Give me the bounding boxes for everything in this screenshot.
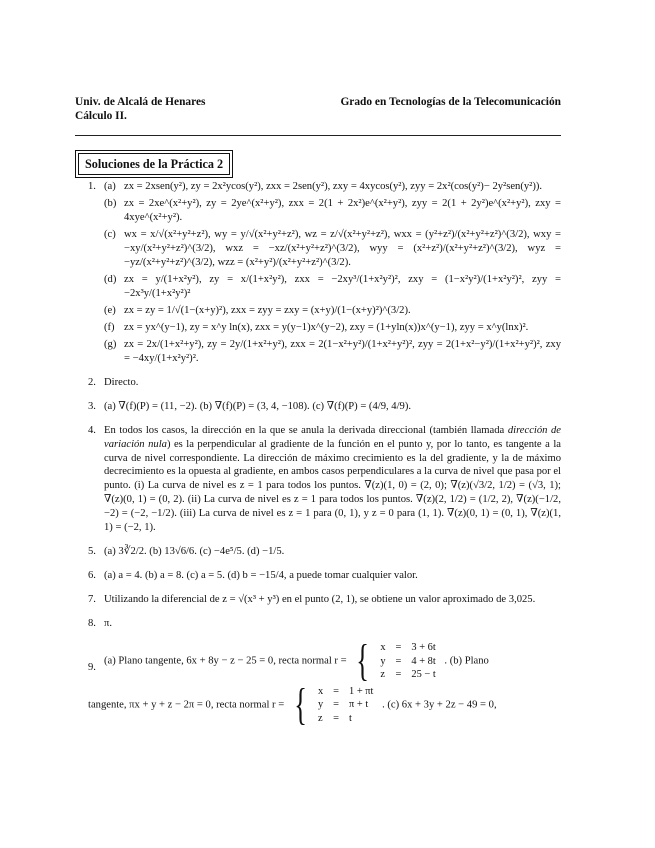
eq-var: y — [317, 699, 324, 711]
left-brace-icon: { — [294, 680, 307, 729]
eq-var: x — [380, 642, 386, 654]
solution-text: π. — [104, 618, 112, 630]
solution-text: (a) a = 4. (b) a = 8. (c) a = 5. (d) b = −15/4, a puede tomar cualquier valor. — [104, 570, 418, 582]
equation-row — [377, 668, 438, 682]
item-number: 1. — [88, 181, 96, 192]
equation-system — [315, 685, 376, 726]
eq-sign: = — [333, 685, 340, 697]
sub-label: (a) — [104, 181, 116, 192]
solution-text: . (b) Plano — [444, 655, 489, 667]
solution-text: zx = zy = 1/√(1−(x+y)²), zxx = zyy = zxy = (x+y)/(1−(x+y)²)^(3/2). — [124, 304, 411, 316]
solution-9 — [88, 636, 561, 729]
solution-text: zx = 2x/(1+x²+y²), zy = 2y/(1+x²+y²), zxx = 2(1−x²+y²)/(1+x²+y²)², zyy = 2(1+x²−y²)/(1+x²+y²)², zxy = −4xy/(1+x²y²)². — [124, 338, 561, 364]
solution-text: zx = 2xe^(x²+y²), zy = 2ye^(x²+y²), zxx = 2(1 + 2x²)e^(x²+y²), zyy = 2(1 + 2y²)e^(x²+y²), zxy = 4xye^(x²+y²). — [124, 197, 561, 223]
eq-rhs: π + t — [349, 699, 369, 711]
solution-text: Directo. — [104, 376, 139, 388]
item-number: 4. — [88, 424, 96, 436]
solution-1d — [104, 273, 561, 301]
eq-var: z — [380, 669, 385, 681]
sub-label: (c) — [104, 228, 116, 240]
solution-text: Utilizando la diferencial de z = √(x³ + y³) en el punto (2, 1), se obtiene un valor aproximado de 3,025. — [104, 594, 536, 606]
solution-7 — [88, 593, 561, 607]
eq-sign: = — [395, 655, 402, 667]
solution-3 — [88, 400, 561, 414]
solution-5 — [88, 545, 561, 559]
solution-1c — [104, 228, 561, 270]
item-number: 7. — [88, 594, 96, 606]
item-number: 9. — [88, 662, 96, 674]
solution-9-line-1 — [104, 636, 561, 686]
solution-1g — [104, 338, 561, 366]
solution-4 — [88, 424, 561, 536]
sub-label: (d) — [104, 273, 117, 285]
eq-rhs: 3 + 6t — [411, 642, 436, 654]
solution-text: zx = y/(1+x²y²), zy = x/(1+x²y²), zxx = −2xy³/(1+x²y²)², zxy = (1−x²y²)/(1+x²y²)², zyy = −2x³y/(1+x²y²)² — [124, 273, 561, 299]
eq-var: y — [380, 655, 386, 667]
equation-system — [377, 641, 438, 682]
solution-text: (a) 3∛2/2. (b) 13√6/6. (c) −4e⁵/5. (d) −1/5. — [104, 546, 285, 558]
normal-line-system-2 — [290, 680, 377, 729]
solution-1 — [88, 180, 561, 366]
solution-text: (a) ∇(f)(P) = (11, −2). (b) ∇(f)(P) = (3, 4, −108). (c) ∇(f)(P) = (4/9, 4/9). — [104, 400, 412, 412]
solution-1b — [104, 197, 561, 225]
emphasized-term: dirección de variación nula — [104, 424, 562, 450]
solution-2 — [88, 376, 561, 390]
solution-8 — [88, 617, 561, 631]
item-number: 6. — [88, 570, 96, 582]
eq-sign: = — [395, 669, 402, 681]
solution-1a — [104, 180, 561, 194]
course-name: Cálculo II. — [75, 110, 127, 123]
item-number: 3. — [88, 400, 96, 412]
solution-text: ) es la perpendicular al gradiente de la función en el punto y, por lo tanto, es tangente a la curva de nivel correspondiente. La dirección de máximo crecimiento es la del gradiente, y la de máximo decrecimiento es la opuesta al gradiente, en ambos casos perpendiculares a la curva de nivel que pasa por el punto. (i) La curva de nivel es z = 1 para todos los puntos. ∇(z)(1, 0) = (2, 0); ∇(z)(√3/2, 1/2) = (√3, 1); ∇(z)(0, 1) = (0, 2). (ii) La curva de nivel es z = 1 para todos los puntos. ∇(z)(2, 1/2) = (1/2, 2), ∇(z)(−1/2, −2) = (−2, −1/2). (iii) La curva de nivel es z = 1 para (0, 1), y z = 0 para (1, 1). ∇(z)(0, 1) = (0, 1), ∇(z)(1, 1) = (−2, 1). — [104, 438, 561, 534]
header-left — [75, 95, 205, 124]
eq-rhs: t — [349, 712, 352, 724]
item-number: 2. — [88, 376, 96, 388]
left-brace-icon: { — [356, 636, 370, 686]
eq-rhs: 25 − t — [411, 669, 436, 681]
sub-label: (e) — [104, 304, 116, 316]
equation-row — [315, 712, 376, 726]
university-name: Univ. de Alcalá de Henares — [75, 96, 206, 108]
solution-6 — [88, 569, 561, 583]
eq-sign: = — [395, 642, 402, 654]
normal-line-system-1 — [352, 636, 439, 686]
solution-text: zx = yx^(y−1), zy = x^y ln(x), zxx = y(y−1)x^(y−2), zxy = (1+yln(x))x^(y−1), zyy = x^y(lnx)². — [124, 321, 529, 333]
solution-text: En todos los casos, la dirección en la que se anula la derivada direccional (también llamada — [104, 424, 505, 436]
eq-rhs: 1 + πt — [349, 685, 374, 697]
solutions-list — [88, 180, 562, 729]
sub-label: (f) — [104, 321, 115, 333]
equation-row — [315, 698, 376, 712]
solution-9-line-2 — [88, 680, 561, 729]
equation-row — [377, 655, 438, 669]
equation-row — [315, 685, 376, 699]
item-number: 5. — [88, 546, 96, 558]
eq-var: z — [317, 712, 323, 724]
solution-text: (a) Plano tangente, 6x + 8y − z − 25 = 0, recta normal r = — [104, 655, 347, 667]
solution-text: tangente, πx + y + z − 2π = 0, recta normal r = — [88, 699, 285, 711]
solution-text: . (c) 6x + 3y + 2z − 49 = 0, — [382, 699, 497, 711]
eq-sign: = — [333, 712, 340, 724]
page-title: Soluciones de la Práctica 2 — [78, 153, 230, 175]
eq-sign: = — [333, 699, 340, 711]
sub-label: (g) — [104, 338, 117, 350]
title-box — [75, 150, 233, 178]
header-divider — [75, 135, 561, 136]
eq-var: x — [317, 685, 324, 697]
solution-text: zx = 2xsen(y²), zy = 2x²ycos(y²), zxx = 2sen(y²), zxy = 4xycos(y²), zyy = 2x²(cos(y²)− 2y²sen(y²)). — [124, 181, 543, 192]
equation-row — [377, 641, 438, 655]
degree-name: Grado en Tecnologías de la Telecomunicación — [340, 96, 561, 108]
solution-1f — [104, 321, 561, 335]
item-number: 8. — [88, 618, 96, 630]
eq-rhs: 4 + 8t — [411, 655, 436, 667]
sub-label: (b) — [104, 197, 117, 209]
solution-1e — [104, 304, 561, 318]
solution-text: wx = x/√(x²+y²+z²), wy = y/√(x²+y²+z²), wz = z/√(x²+y²+z²), wxx = (y²+z²)/(x²+y²+z²)^(3/2), wxy = −xy/(x²+y²+z²)^(3/2), wxz = −xz/(x²+y²+z²)^(3/2), wyy = (x²+z²)/(x²+y²+z²)^(3/2), wyz = −yz/(x²+y²+z²)^(3/2), wzz = (x²+y²)/(x²+y²+z²)^(3/2). — [124, 228, 561, 268]
